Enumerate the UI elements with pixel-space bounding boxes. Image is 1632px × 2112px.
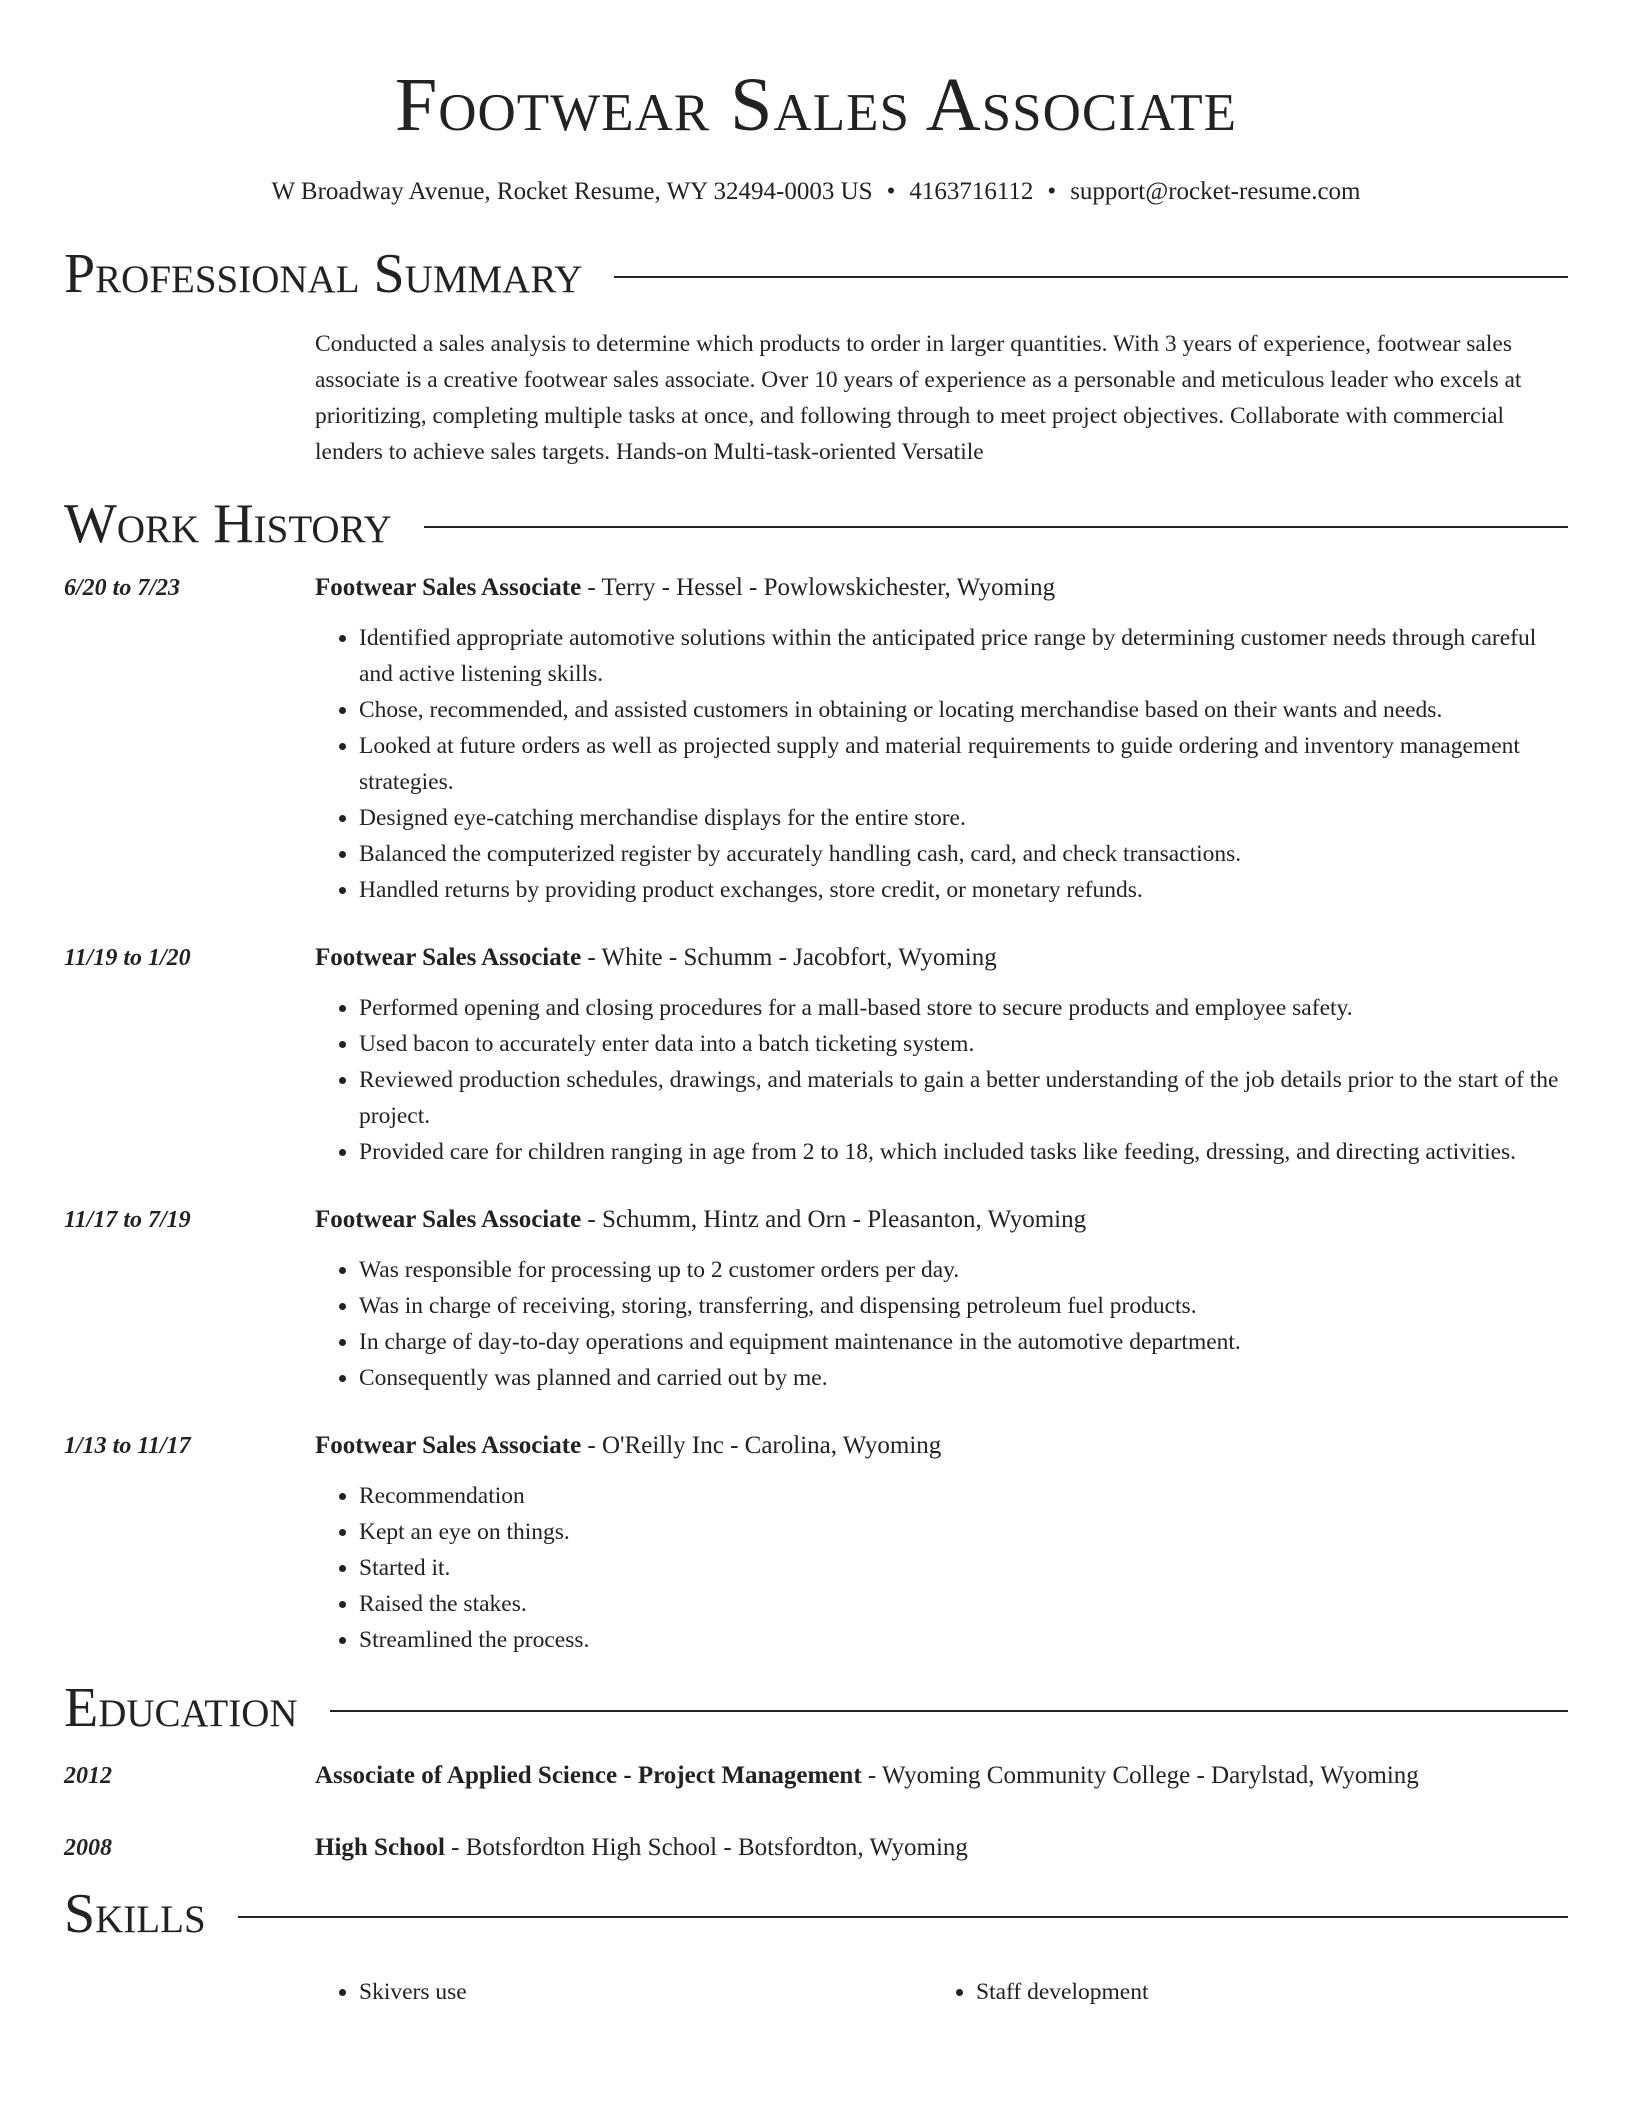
job-bullet: • Recommendation [359, 1478, 1568, 1514]
job-bullet: • Was responsible for processing up to 2 customer orders per day. [359, 1252, 1568, 1288]
contact-line [64, 178, 1568, 206]
candidate-name: Footwear Sales Associate [394, 63, 1238, 147]
job-dates: 1/13 to 11/17 [64, 1433, 191, 1459]
skill-item: • Skivers use [359, 1974, 932, 2010]
job-bullet: • Streamlined the process. [359, 1622, 1568, 1658]
job-body [315, 570, 1568, 908]
section-divider [424, 526, 1568, 528]
job-heading [315, 940, 1568, 976]
education-list [64, 1758, 1568, 1866]
contact-separator: • [886, 178, 896, 205]
skills-column-right [932, 1974, 1549, 2010]
job-bullets [315, 1252, 1568, 1396]
resume-page [64, 0, 1568, 2010]
section-title-skills: Skills [64, 1883, 206, 1945]
job-title: Footwear Sales Associate [315, 574, 582, 601]
education-school: - Wyoming Community College - Darylstad, Wyoming [861, 1762, 1419, 1789]
job-heading [315, 570, 1568, 606]
section-header-work [64, 492, 1568, 556]
section-title-summary: Professional Summary [64, 243, 583, 305]
job-bullet: • Provided care for children ranging in age from 2 to 18, which included tasks like feeding, dressing, and directing activities. [359, 1134, 1568, 1170]
job-dates: 6/20 to 7/23 [64, 575, 181, 601]
section-header-skills [64, 1882, 1568, 1946]
job-bullets [315, 1478, 1568, 1658]
education-entry [64, 1830, 1568, 1866]
job-body [315, 940, 1568, 1170]
section-divider [238, 1916, 1568, 1918]
job-bullet: • Performed opening and closing procedures for a mall-based store to secure products and employee safety. [359, 990, 1568, 1026]
section-header-education [64, 1676, 1568, 1740]
job-bullets [315, 990, 1568, 1170]
job-bullet: • Chose, recommended, and assisted customers in obtaining or locating merchandise based on their wants and needs. [359, 692, 1568, 728]
job-body [315, 1202, 1568, 1396]
job-bullet: • Handled returns by providing product exchanges, store credit, or monetary refunds. [359, 872, 1568, 908]
job-dates: 11/19 to 1/20 [64, 945, 191, 971]
phone: 4163716112 [909, 178, 1034, 205]
job-entry [64, 940, 1568, 1170]
job-entry [64, 570, 1568, 908]
job-heading [315, 1202, 1568, 1238]
job-bullet: • Looked at future orders as well as projected supply and material requirements to guide ordering and inventory management strategies. [359, 728, 1568, 800]
skills-grid [315, 1974, 1568, 2010]
address: W Broadway Avenue, Rocket Resume, WY 32494-0003 US [271, 178, 873, 205]
job-bullet: • Raised the stakes. [359, 1586, 1568, 1622]
job-bullet: • Was in charge of receiving, storing, transferring, and dispensing petroleum fuel products. [359, 1288, 1568, 1324]
work-history-list [64, 570, 1568, 1658]
job-bullet: • In charge of day-to-day operations and equipment maintenance in the automotive department. [359, 1324, 1568, 1360]
job-title: Footwear Sales Associate [315, 1432, 582, 1459]
section-title-work: Work History [64, 493, 392, 555]
education-body [315, 1758, 1568, 1794]
job-bullet: • Identified appropriate automotive solutions within the anticipated price range by determining customer needs through careful and active listening skills. [359, 620, 1568, 692]
job-employer: - O'Reilly Inc - Carolina, Wyoming [581, 1432, 942, 1459]
education-year: 2008 [64, 1835, 112, 1861]
job-heading [315, 1428, 1568, 1464]
section-divider [330, 1710, 1568, 1712]
section-divider [614, 276, 1568, 278]
job-entry [64, 1428, 1568, 1658]
job-employer: - Terry - Hessel - Powlowskichester, Wyoming [581, 574, 1056, 601]
education-year: 2012 [64, 1763, 112, 1789]
education-body [315, 1830, 1568, 1866]
job-body [315, 1428, 1568, 1658]
section-title-education: Education [64, 1677, 298, 1739]
skill-item: • Staff development [976, 1974, 1549, 2010]
job-employer: - White - Schumm - Jacobfort, Wyoming [581, 944, 997, 971]
section-header-summary [64, 242, 1568, 306]
education-school: - Botsfordton High School - Botsfordton, Wyoming [444, 1834, 968, 1861]
education-degree: High School [315, 1834, 445, 1861]
job-bullets [315, 620, 1568, 908]
contact-separator: • [1047, 178, 1057, 205]
job-bullet: • Started it. [359, 1550, 1568, 1586]
education-entry [64, 1758, 1568, 1794]
job-bullet: • Designed eye-catching merchandise displays for the entire store. [359, 800, 1568, 836]
skills-column-left [315, 1974, 932, 2010]
job-bullet: • Reviewed production schedules, drawings, and materials to gain a better understanding of the job details prior to the start of the project. [359, 1062, 1568, 1134]
job-title: Footwear Sales Associate [315, 1206, 582, 1233]
job-bullet: • Used bacon to accurately enter data into a batch ticketing system. [359, 1026, 1568, 1062]
job-employer: - Schumm, Hintz and Orn - Pleasanton, Wyoming [581, 1206, 1087, 1233]
summary-text: Conducted a sales analysis to determine which products to order in larger quantities. With 3 years of experience, footwear sales associate is a creative footwear sales associate. Over 10 years of experience as a personable and meticulous leader who excels at prioritizing, completing multiple tasks at once, and following through to meet project objectives. Collaborate with commercial lenders to achieve sales targets. Hands-on Multi-task-oriented Versatile [315, 331, 1522, 465]
job-title: Footwear Sales Associate [315, 944, 582, 971]
job-bullet: • Consequently was planned and carried out by me. [359, 1360, 1568, 1396]
job-dates: 11/17 to 7/19 [64, 1207, 191, 1233]
job-entry [64, 1202, 1568, 1396]
job-bullet: • Balanced the computerized register by accurately handling cash, card, and check transactions. [359, 836, 1568, 872]
email-link[interactable]: support@rocket-resume.com [1070, 178, 1361, 205]
education-degree: Associate of Applied Science - Project Management [315, 1762, 862, 1789]
job-bullet: • Kept an eye on things. [359, 1514, 1568, 1550]
